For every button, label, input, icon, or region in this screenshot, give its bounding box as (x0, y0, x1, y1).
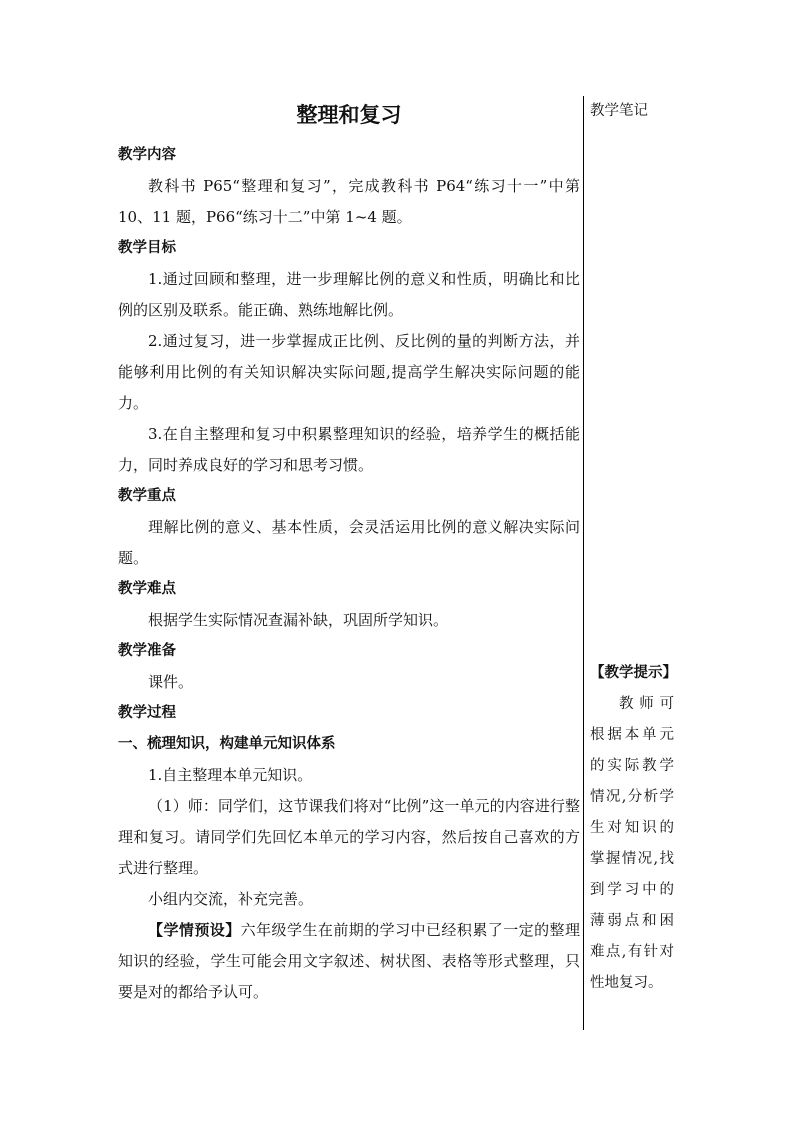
key-heading: 教学重点 (118, 488, 176, 504)
step-1-1: （1）师：同学们，这节课我们将对“比例”这一单元的内容进行整理和复习。请同学们先回忆本单元的学习内容，然后按自己喜欢的方式进行整理。 (118, 797, 580, 877)
preset-label: 【学情预设】 (148, 921, 241, 939)
main-column (118, 96, 580, 1008)
part-one-heading: 一、梳理知识，构建单元知识体系 (118, 736, 336, 752)
content-text: 教科书 P65“整理和复习”，完成教科书 P64“练习十一”中第 10、11 题，P66“练习十二”中第 1~4 题。 (118, 177, 580, 226)
goal-1: 1.通过回顾和整理，进一步理解比例的意义和性质，明确比和比例的区别及联系。能正确、熟练地解比例。 (118, 270, 580, 319)
difficulty-heading: 教学难点 (118, 581, 176, 597)
prep-heading: 教学准备 (118, 643, 176, 659)
prep-text: 课件。 (148, 673, 194, 691)
goals-heading: 教学目标 (118, 240, 176, 256)
preset-paragraph (118, 915, 580, 1008)
preset-text: 六年级学生在前期的学习中已经积累了一定的整理知识的经验，学生可能会用文字叙述、树状图、表格等形式整理，只要是对的都给予认可。 (118, 921, 580, 1001)
goal-3: 3.在自主整理和复习中积累整理知识的经验，培养学生的概括能力，同时养成良好的学习和思考习惯。 (118, 425, 580, 474)
step-1: 1.自主整理本单元知识。 (148, 766, 313, 784)
tip-text: 教师可根据本单元的实际教学情况,分析学生对知识的掌握情况,找到学习中的薄弱点和困难点,有针对性地复习。 (590, 696, 674, 991)
column-divider (583, 96, 584, 1030)
group-text: 小组内交流，补充完善。 (148, 890, 314, 908)
process-heading: 教学过程 (118, 705, 176, 721)
goal-2: 2.通过复习，进一步掌握成正比例、反比例的量的判断方法，并能够利用比例的有关知识解决实际问题,提高学生解决实际问题的能力。 (118, 332, 580, 412)
notes-label: 教学笔记 (590, 103, 648, 119)
key-text: 理解比例的意义、基本性质，会灵活运用比例的意义解决实际问题。 (118, 518, 580, 567)
difficulty-text: 根据学生实际情况查漏补缺，巩固所学知识。 (148, 611, 449, 629)
tip-label: 【教学提示】 (590, 665, 677, 681)
side-column (590, 96, 680, 991)
page-title: 整理和复习 (296, 103, 402, 127)
content-heading: 教学内容 (118, 147, 176, 163)
